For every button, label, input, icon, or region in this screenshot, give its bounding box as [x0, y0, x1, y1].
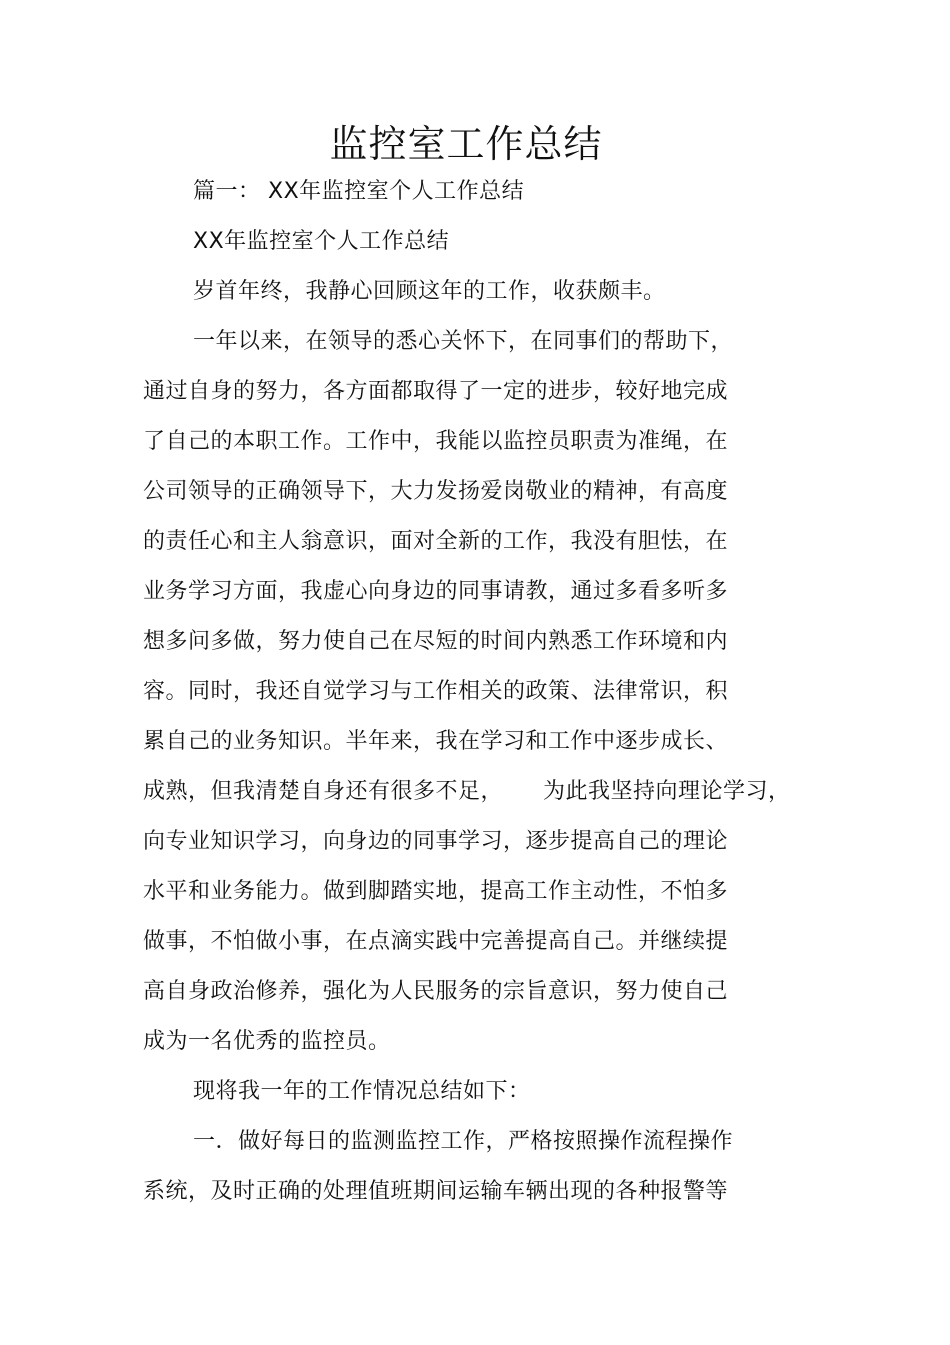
subtitle: XX年监控室个人工作总结	[193, 229, 450, 254]
paragraph-line: 一年以来，在领导的悉心关怀下，在同事们的帮助下，	[193, 329, 734, 354]
paragraph-line	[143, 777, 791, 807]
paragraph-line: 做事，不怕做小事，在点滴实践中完善提高自己。并继续提	[143, 929, 729, 954]
paragraph-line: 了自己的本职工作。工作中，我能以监控员职责为准绳，在	[143, 429, 729, 454]
paragraph-line: 向专业知识学习，向身边的同事学习，逐步提高自己的理论	[143, 829, 729, 854]
paragraph-line: 公司领导的正确领导下，大力发扬爱岗敬业的精神，有高度	[143, 479, 729, 504]
paragraph-line-part: 成熟，但我清楚自身还有很多不足，	[143, 779, 504, 804]
paragraph-line: 系统，及时正确的处理值班期间运输车辆出现的各种报警等	[143, 1179, 729, 1204]
paragraph-line: 成为一名优秀的监控员。	[143, 1029, 391, 1054]
paragraph-line: 的责任心和主人翁意识，面对全新的工作，我没有胆怯，在	[143, 529, 729, 554]
document-title: 监控室工作总结	[329, 122, 603, 166]
paragraph-line: 想多问多做，努力使自己在尽短的时间内熟悉工作环境和内	[143, 629, 729, 654]
paragraph-line-part: 为此我坚持向理论学习，	[543, 779, 791, 804]
paragraph-line: 通过自身的努力，各方面都取得了一定的进步，较好地完成	[143, 379, 729, 404]
paragraph-line: 高自身政治修养，强化为人民服务的宗旨意识，努力使自己	[143, 979, 729, 1004]
paragraph-line: 水平和业务能力。做到脚踏实地，提高工作主动性，不怕多	[143, 879, 729, 904]
section-heading: 篇一： XX年监控室个人工作总结	[193, 179, 525, 204]
paragraph-line: 累自己的业务知识。半年来，我在学习和工作中逐步成长、	[143, 729, 729, 754]
paragraph-line: 容。同时，我还自觉学习与工作相关的政策、法律常识，积	[143, 679, 729, 704]
paragraph-line: 一．做好每日的监测监控工作，严格按照操作流程操作	[193, 1129, 734, 1154]
paragraph-line: 岁首年终，我静心回顾这年的工作，收获颇丰。	[193, 279, 666, 304]
paragraph-line: 现将我一年的工作情况总结如下：	[193, 1079, 531, 1104]
paragraph-line: 业务学习方面，我虚心向身边的同事请教，通过多看多听多	[143, 579, 729, 604]
